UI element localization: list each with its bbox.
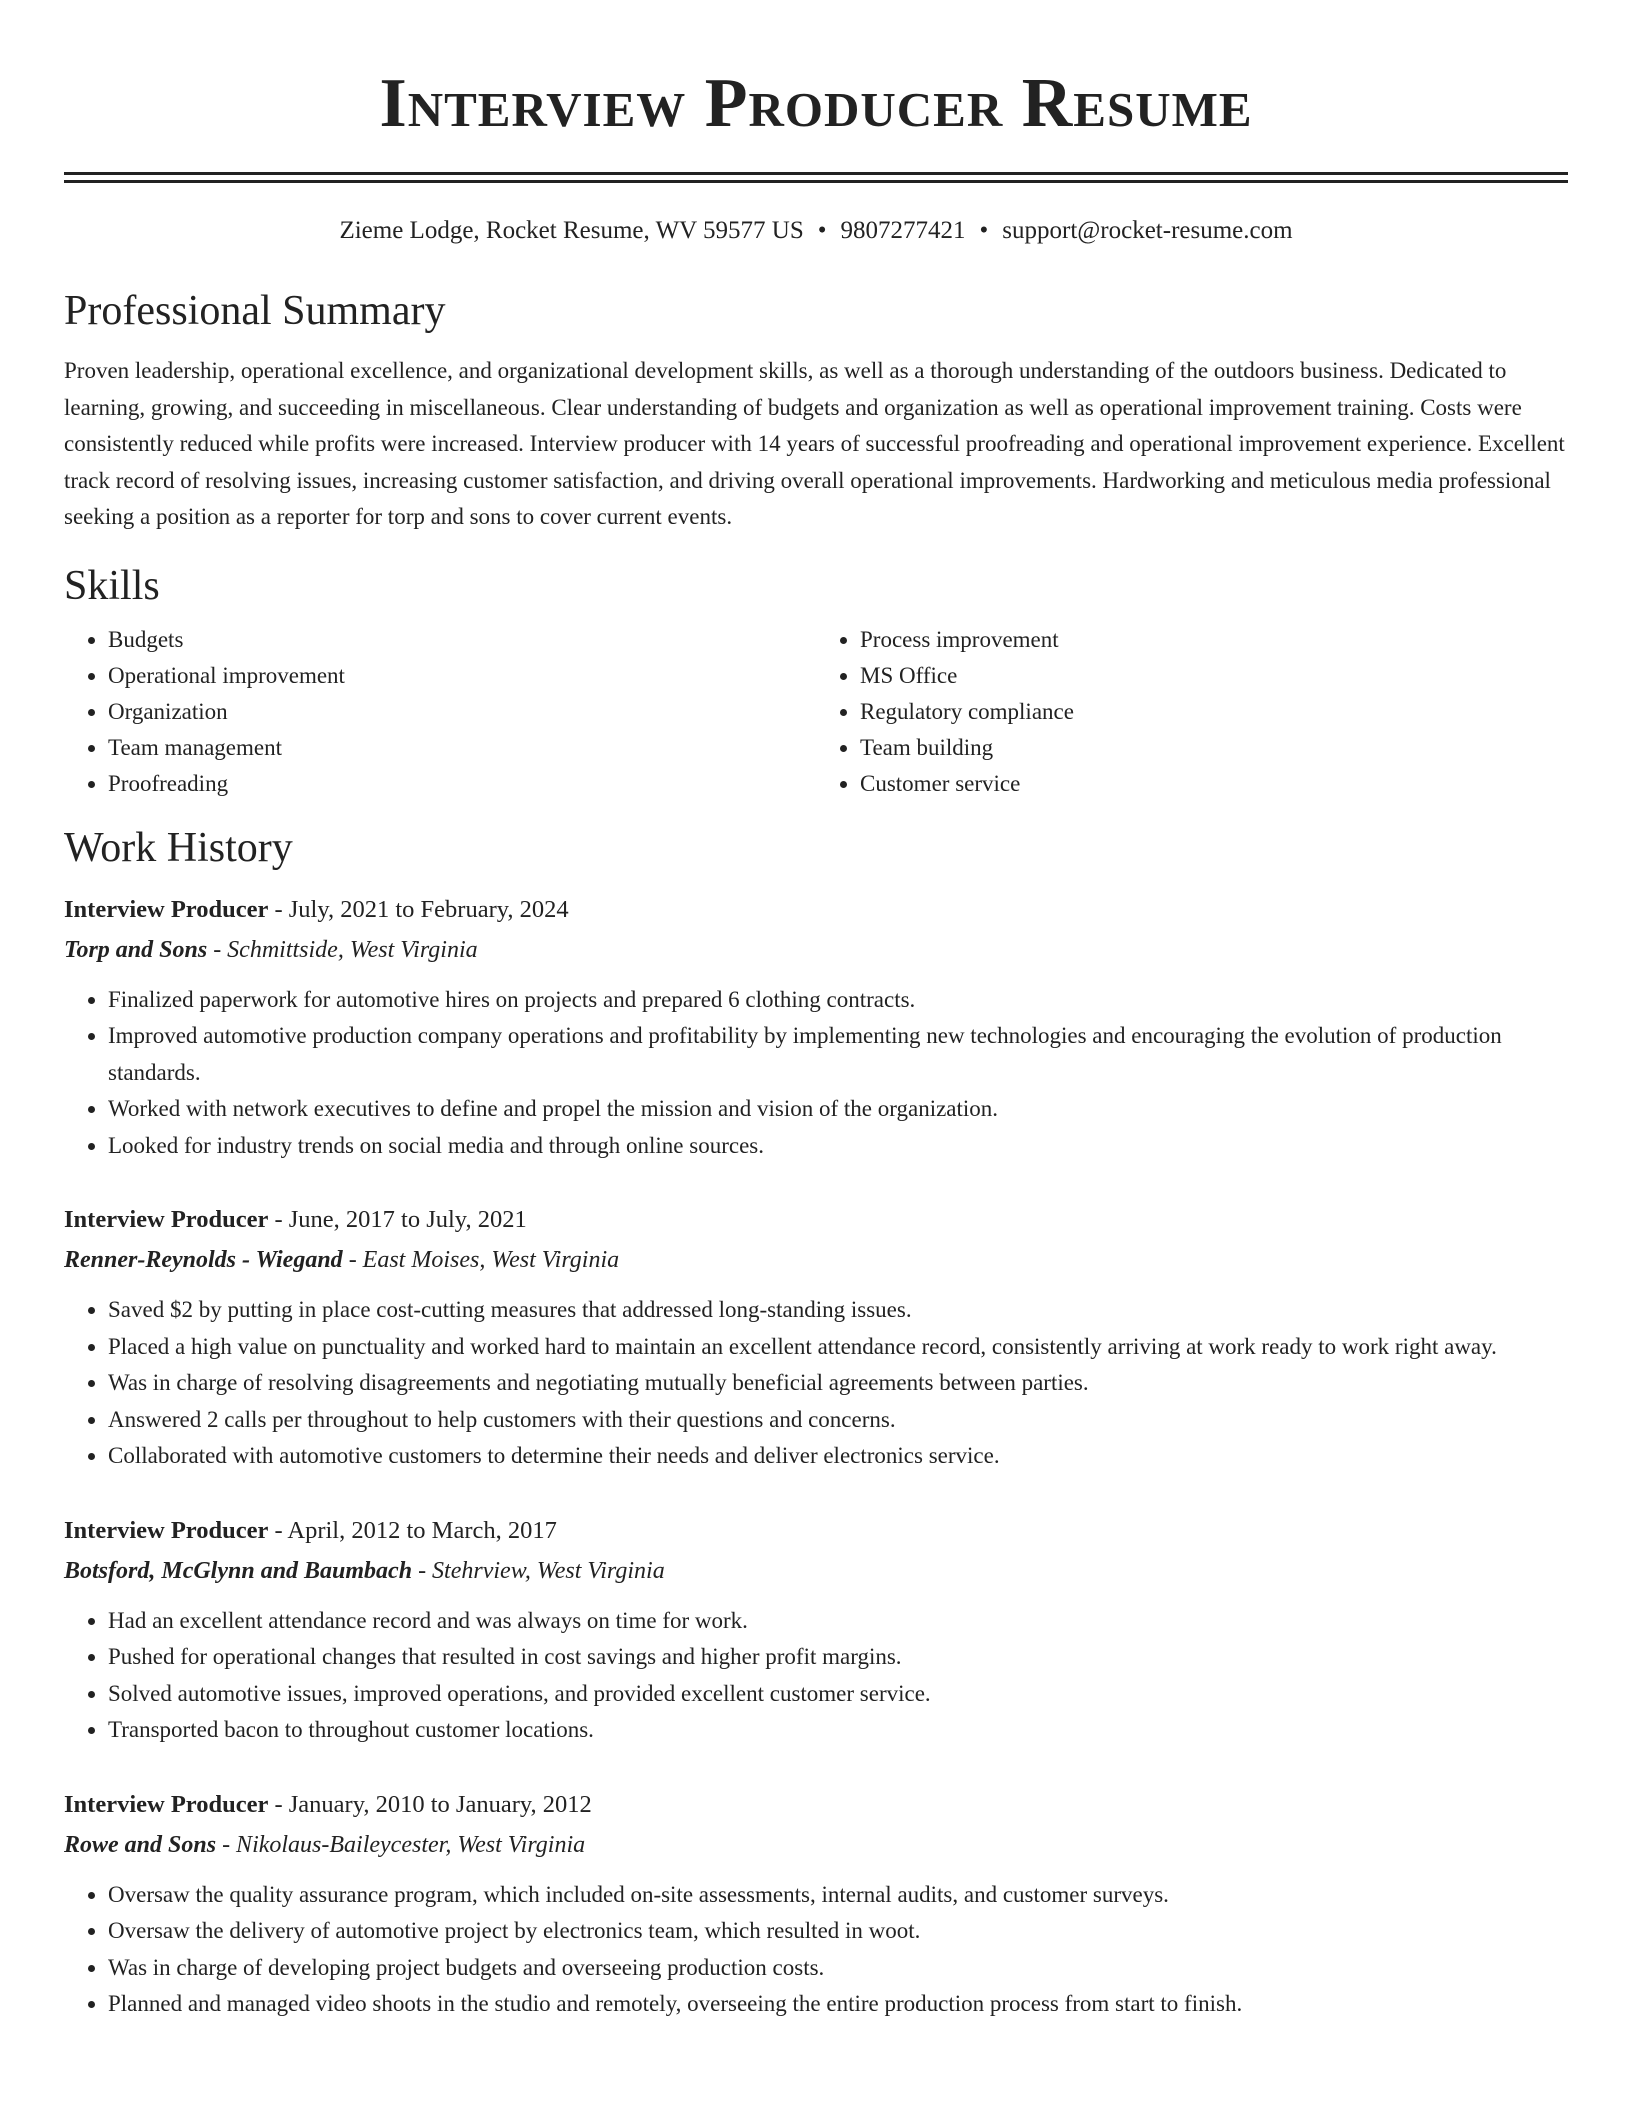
job-entry [64,890,1568,1165]
skills-list-left [64,622,816,802]
job-dates: - January, 2010 to January, 2012 [268,1790,592,1818]
job-title-line [64,1785,1568,1825]
job-bullet: • Improved automotive production company operations and profitability by implementing new technologies and encouraging the evolution of production standards. [108,1018,1568,1091]
job-bullet: • Solved automotive issues, improved operations, and provided excellent customer service. [108,1676,1568,1713]
skill-item: • Proofreading [108,766,816,802]
skills-columns [64,622,1568,802]
job-bullet: • Oversaw the delivery of automotive project by electronics team, which resulted in woot. [108,1913,1568,1950]
job-bullet: • Answered 2 calls per throughout to help customers with their questions and concerns. [108,1402,1568,1439]
job-bullet: • Finalized paperwork for automotive hires on projects and prepared 6 clothing contracts. [108,982,1568,1019]
summary-text: Proven leadership, operational excellence, and organizational development skills, as well as a thorough understanding of the outdoors business. Dedicated to learning, growing, and succeeding in miscellaneous. Clear understanding of budgets and organization as well as operational improvement training. Costs were consistently reduced while profits were increased. Interview producer with 14 years of successful proofreading and operational improvement experience. Excellent track record of resolving issues, increasing customer satisfaction, and driving overall operational improvements. Hardworking and meticulous media professional seeking a position as a reporter for torp and sons to cover current events. [64,358,1565,529]
job-title-line [64,1200,1568,1240]
job-location: - Schmittside, West Virginia [207,936,478,963]
contact-email: support@rocket-resume.com [1002,217,1293,244]
job-company-line [64,930,1568,970]
job-location: - East Moises, West Virginia [342,1247,620,1273]
job-title: Interview Producer [64,1206,269,1233]
job-bullet: • Had an excellent attendance record and was always on time for work. [108,1603,1568,1640]
skills-list-right [816,622,1568,802]
job-bullet: • Saved $2 by putting in place cost-cutting measures that addressed long-standing issues. [108,1292,1568,1329]
job-title: Interview Producer [64,1790,269,1818]
job-company-line [64,1551,1568,1591]
job-dates: - June, 2017 to July, 2021 [268,1206,527,1233]
job-bullets [64,1877,1568,2023]
contact-line [64,215,1568,247]
job-bullet: • Transported bacon to throughout customer locations. [108,1712,1568,1749]
skill-item: • Customer service [860,766,1568,802]
job-bullets [64,982,1568,1165]
job-bullets [64,1292,1568,1475]
job-entry [64,1785,1568,2023]
job-title-line [64,1511,1568,1551]
job-title-line [64,890,1568,930]
skill-item: • Process improvement [860,622,1568,658]
job-bullet: • Was in charge of resolving disagreements and negotiating mutually beneficial agreements between parties. [108,1365,1568,1402]
skill-item: • Budgets [108,622,816,658]
job-bullet: • Looked for industry trends on social media and through online sources. [108,1128,1568,1165]
job-title: Interview Producer [64,1516,269,1544]
skill-item: • Organization [108,694,816,730]
job-company: Botsford, McGlynn and Baumbach [64,1557,413,1584]
summary-heading: Professional Summary [64,288,446,334]
contact-address: Zieme Lodge, Rocket Resume, WV 59577 US [339,217,804,244]
job-company-line [64,1240,1568,1280]
job-company: Renner-Reynolds - Wiegand [64,1247,343,1273]
skill-item: • MS Office [860,658,1568,694]
skill-item: • Team building [860,730,1568,766]
job-location: - Nikolaus-Baileycester, West Virginia [216,1831,586,1858]
job-dates: - July, 2021 to February, 2024 [268,895,569,923]
job-bullets [64,1603,1568,1749]
title-divider [64,172,1568,183]
job-bullet: • Oversaw the quality assurance program, which included on-site assessments, internal audits, and customer surveys. [108,1877,1568,1914]
job-bullet: • Placed a high value on punctuality and worked hard to maintain an excellent attendance record, consistently arriving at work ready to work right away. [108,1329,1568,1366]
job-dates: - April, 2012 to March, 2017 [268,1516,557,1544]
skills-heading: Skills [64,562,160,609]
resume-title: Interview Producer Resume [379,65,1253,142]
job-bullet: • Collaborated with automotive customers to determine their needs and deliver electronics service. [108,1438,1568,1475]
skill-item: • Regulatory compliance [860,694,1568,730]
job-company-line [64,1825,1568,1865]
job-bullet: • Was in charge of developing project budgets and overseeing production costs. [108,1950,1568,1987]
job-title: Interview Producer [64,895,269,923]
contact-phone: 9807277421 [840,217,966,244]
contact-separator: • [817,217,827,244]
skill-item: • Team management [108,730,816,766]
job-entry [64,1200,1568,1475]
job-location: - Stehrview, West Virginia [412,1557,665,1584]
job-entry [64,1511,1568,1749]
skill-item: • Operational improvement [108,658,816,694]
work-history-heading: Work History [64,824,293,871]
job-bullet: • Planned and managed video shoots in the studio and remotely, overseeing the entire production process from start to finish. [108,1986,1568,2023]
job-bullet: • Worked with network executives to define and propel the mission and vision of the organization. [108,1091,1568,1128]
job-bullet: • Pushed for operational changes that resulted in cost savings and higher profit margins. [108,1639,1568,1676]
contact-separator: • [979,217,989,244]
job-company: Torp and Sons [64,936,208,963]
job-company: Rowe and Sons [64,1831,217,1858]
